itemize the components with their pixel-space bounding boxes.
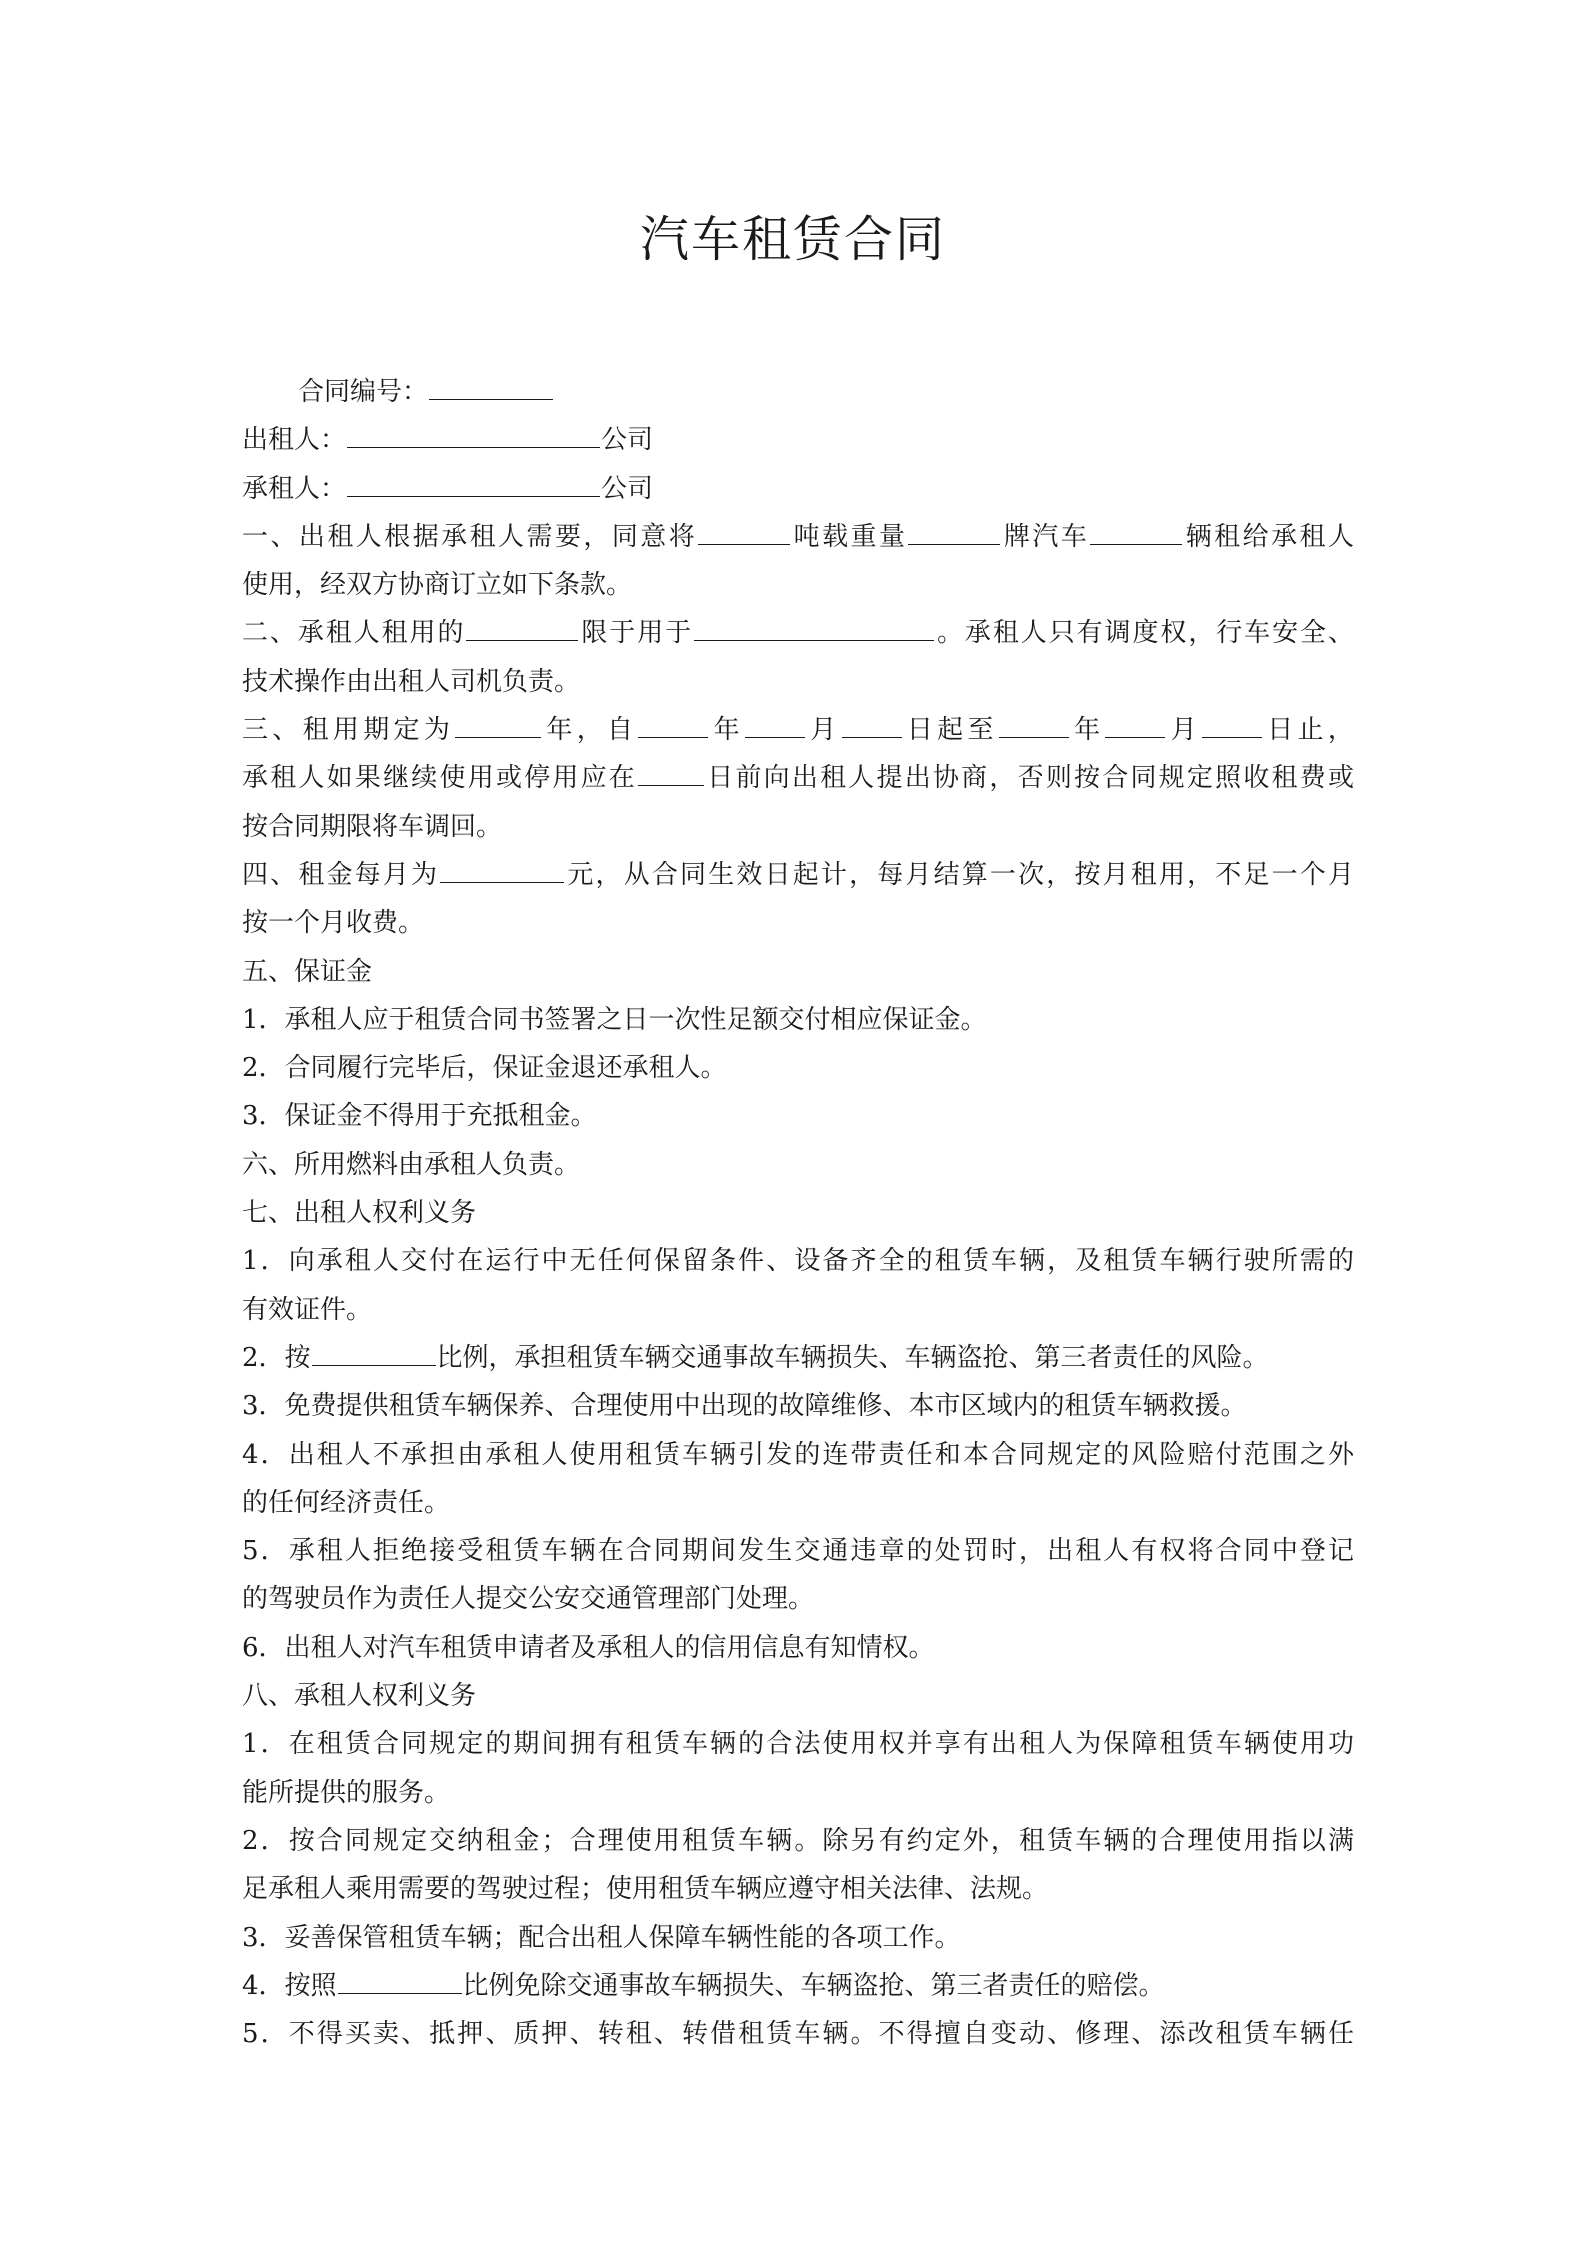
clause-8-item-2-line-2: 足承租人乘用需要的驾驶过程；使用租赁车辆应遵守相关法律、法规。: [242, 1874, 1049, 1905]
clause-3-start-year-label: 年: [709, 715, 744, 746]
vehicle-count-blank[interactable]: [1090, 520, 1182, 545]
clause-7-item-5-text-a: 5．承租人拒绝接受租赁车辆在合同期间发生交通违章的处罚时，出租人有权将合同中登记: [242, 1536, 1354, 1567]
clause-7-item-5-line-1: [242, 1527, 1354, 1575]
brand-blank[interactable]: [908, 520, 1000, 545]
clause-7-item-3: 3．免费提供租赁车辆保养、合理使用中出现的故障维修、本市区域内的租赁车辆救援。: [242, 1391, 1247, 1422]
clause-4-text-a: 四、租金每月为: [242, 859, 440, 890]
clause-8-item-1-text-a: 1．在租赁合同规定的期间拥有租赁车辆的合法使用权并享有出租人为保障租赁车辆使用功: [242, 1729, 1354, 1760]
clause-3-end-day-label: 日止，: [1263, 715, 1354, 746]
monthly-rent-blank[interactable]: [440, 858, 564, 883]
clause-3-text-b: 承租人如果继续使用或停用应在: [242, 763, 638, 794]
document-title: 汽车租赁合同: [639, 211, 946, 268]
clause-3-start-day-label: 日起至: [902, 715, 998, 746]
clause-3-end-month-label: 月: [1166, 715, 1201, 746]
lessee-exemption-ratio-blank[interactable]: [338, 1969, 462, 1994]
clause-8-item-2-line-1: [242, 1817, 1354, 1865]
clause-7-item-4-line-2: 的任何经济责任。: [242, 1487, 451, 1518]
clause-1-text-d: 辆租给承租人: [1183, 521, 1354, 552]
clause-8-item-1-line-2: 能所提供的服务。: [242, 1777, 451, 1808]
clause-8-heading: 八、承租人权利义务: [242, 1681, 477, 1712]
lessee-line: [242, 465, 1354, 513]
clause-7-item-1-line-1: [242, 1237, 1354, 1285]
tonnage-blank[interactable]: [698, 520, 790, 545]
end-year-blank[interactable]: [999, 713, 1069, 738]
clause-4-line-2: [242, 899, 1354, 947]
lessor-risk-ratio-blank[interactable]: [312, 1341, 436, 1366]
clause-1-text-e: 使用，经双方协商订立如下条款。: [242, 570, 633, 601]
clause-3-end-year-label: 年: [1069, 715, 1105, 746]
clause-1-line-2: [242, 561, 1354, 609]
clause-7-heading: 七、出租人权利义务: [242, 1198, 477, 1229]
rented-item-blank[interactable]: [466, 616, 578, 641]
clause-5-item-3: 3．保证金不得用于充抵租金。: [242, 1101, 597, 1132]
start-day-blank[interactable]: [842, 713, 902, 738]
clause-8-item-1-line-1: [242, 1720, 1354, 1768]
clause-8-item-2-text-a: 2．按合同规定交纳租金；合理使用租赁车辆。除另有约定外，租赁车辆的合理使用指以满: [242, 1825, 1354, 1856]
clause-5-item-2: 2．合同履行完毕后，保证金退还承租人。: [242, 1053, 727, 1084]
clause-5-heading: 五、保证金: [242, 956, 373, 987]
clause-4-line-1: [242, 851, 1354, 899]
clause-1-text-b: 吨载重量: [791, 521, 908, 552]
contract-number-line: [242, 368, 1354, 416]
notice-days-blank[interactable]: [638, 761, 704, 786]
clause-3-text-d: 按合同期限将车调回。: [242, 811, 503, 842]
contract-number-blank[interactable]: [429, 375, 553, 400]
clause-3-start-month-label: 月: [805, 715, 841, 746]
lessee-company-suffix: 公司: [601, 473, 654, 504]
clause-7-item-6: 6．出租人对汽车租赁申请者及承租人的信用信息有知情权。: [242, 1632, 935, 1663]
lessor-company-suffix: 公司: [601, 425, 654, 456]
lessee-label: 承租人：: [242, 473, 347, 504]
clause-4-text-c: 按一个月收费。: [242, 908, 425, 939]
clause-1-text-c: 牌汽车: [1001, 521, 1090, 552]
lessor-name-blank[interactable]: [347, 423, 600, 448]
start-month-blank[interactable]: [745, 713, 805, 738]
term-years-blank[interactable]: [455, 713, 541, 738]
clause-3-year-label: 年: [542, 715, 577, 746]
clause-8-item-5-line-1: [242, 2010, 1354, 2058]
end-day-blank[interactable]: [1202, 713, 1262, 738]
clause-7-item-4-text-a: 4．出租人不承担由承租人使用租赁车辆引发的连带责任和本合同规定的风险赔付范围之外: [242, 1439, 1354, 1470]
clause-7-item-2-text-b: 比例，承担租赁车辆交通事故车辆损失、车辆盗抢、第三者责任的风险。: [436, 1342, 1269, 1373]
lessee-name-blank[interactable]: [347, 472, 600, 497]
clause-8-item-3: 3．妥善保管租赁车辆；配合出租人保障车辆性能的各项工作。: [242, 1922, 961, 1953]
clause-2-text-b: 限于用于: [579, 618, 694, 649]
end-month-blank[interactable]: [1105, 713, 1165, 738]
clause-7-item-2-text-a: 2．按: [242, 1342, 311, 1373]
clause-5-item-1: 1．承租人应于租赁合同书签署之日一次性足额交付相应保证金。: [242, 1004, 987, 1035]
clause-3-from-label: ，自: [576, 715, 638, 746]
lessor-label: 出租人：: [242, 425, 347, 456]
clause-2-line-2: [242, 658, 1354, 706]
clause-2-line-1: [242, 609, 1354, 657]
clause-8-item-4: [242, 1962, 1354, 2010]
clause-7-item-4-line-1: [242, 1431, 1354, 1479]
clause-7-item-1-line-2: 有效证件。: [242, 1294, 373, 1325]
clause-7-item-2: [242, 1334, 1354, 1382]
clause-4-text-b: 元，从合同生效日起计，每月结算一次，按月租用，不足一个月: [565, 859, 1354, 890]
clause-2-text-a: 二、承租人租用的: [242, 618, 466, 649]
clause-3-line-1: [242, 706, 1354, 754]
clause-8-item-4-text-b: 比例免除交通事故车辆损失、车辆盗抢、第三者责任的赔偿。: [462, 1970, 1165, 2001]
clause-3-text-a: 三、租用期定为: [242, 715, 455, 746]
clause-2-text-c: 。承租人只有调度权，行车安全、: [935, 618, 1354, 649]
clause-2-text-d: 技术操作由出租人司机负责。: [242, 666, 581, 697]
contract-body: [242, 368, 1354, 2058]
clause-8-item-5-text: 5．不得买卖、抵押、质押、转租、转借租赁车辆。不得擅自变动、修理、添改租赁车辆任: [242, 2019, 1354, 2050]
start-year-blank[interactable]: [638, 713, 708, 738]
contract-number-label: 合同编号：: [298, 377, 429, 407]
clause-7-item-5-line-2: 的驾驶员作为责任人提交公安交通管理部门处理。: [242, 1584, 815, 1615]
clause-3-line-2: [242, 754, 1354, 802]
clause-3-line-3: [242, 803, 1354, 851]
clause-3-text-c: 日前向出租人提出协商，否则按合同规定照收租费或: [705, 763, 1354, 794]
clause-8-item-4-text-a: 4．按照: [242, 1970, 337, 2001]
clause-1-line-1: [242, 513, 1354, 561]
usage-purpose-blank[interactable]: [694, 616, 934, 641]
clause-6: 六、所用燃料由承租人负责。: [242, 1149, 581, 1180]
clause-7-item-1-text-a: 1．向承租人交付在运行中无任何保留条件、设备齐全的租赁车辆，及租赁车辆行驶所需的: [242, 1246, 1354, 1277]
lessor-line: [242, 416, 1354, 464]
clause-1-text-a: 一、出租人根据承租人需要，同意将: [242, 521, 698, 552]
